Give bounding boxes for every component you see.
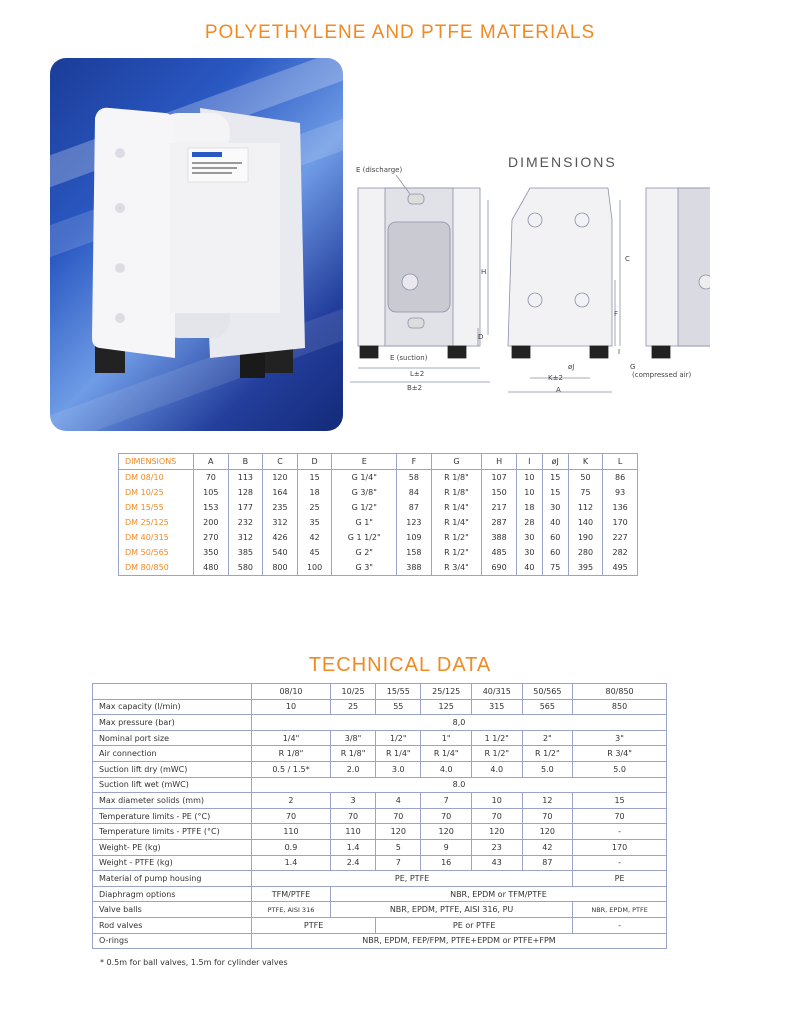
dim-cell: 287 [482, 515, 517, 530]
dim-cell: 60 [542, 530, 568, 545]
dim-cell: 123 [397, 515, 432, 530]
dim-header-cell: B [228, 454, 263, 470]
tech-cell: 4.0 [421, 761, 472, 777]
dim-cell: 350 [194, 545, 229, 560]
label-suction: E (suction) [390, 354, 428, 362]
dim-cell: 426 [263, 530, 298, 545]
tech-cell: 2" [522, 730, 573, 746]
tech-table-row [93, 933, 667, 949]
dim-cell: 112 [568, 500, 603, 515]
tech-table-row [93, 746, 667, 762]
tech-cell: 850 [573, 699, 667, 715]
tech-cell: 120 [471, 824, 522, 840]
tech-row-label: Valve balls [93, 902, 252, 918]
dim-header-cell: G [431, 454, 482, 470]
model-header-cell: 40/315 [471, 684, 522, 700]
dim-cell: G 1/2" [332, 500, 397, 515]
dim-header-cell: A [194, 454, 229, 470]
label-f: F [614, 310, 619, 318]
dim-cell: 580 [228, 560, 263, 576]
page-title: POLYETHYLENE AND PTFE MATERIALS [204, 22, 596, 43]
tech-cell: - [573, 917, 667, 933]
tech-cell: R 1/2" [471, 746, 522, 762]
tech-cell: 2.0 [330, 761, 375, 777]
tech-cell: 25 [330, 699, 375, 715]
tech-table-row [93, 730, 667, 746]
dim-cell: G 2" [332, 545, 397, 560]
dim-cell: 15 [542, 485, 568, 500]
dim-header-cell: K [568, 454, 603, 470]
tech-cell: 170 [573, 839, 667, 855]
tech-row-label: Nominal port size [93, 730, 252, 746]
tech-cell: 8,0 [252, 715, 667, 731]
dim-cell: 109 [397, 530, 432, 545]
tech-cell: 1/2" [376, 730, 421, 746]
tech-cell: 120 [376, 824, 421, 840]
dim-cell: R 1/4" [431, 500, 482, 515]
tech-row-label: Suction lift dry (mWC) [93, 761, 252, 777]
dim-cell: 800 [263, 560, 298, 576]
tech-cell: NBR, EPDM or TFM/PTFE [330, 886, 666, 902]
tech-cell: 1.4 [330, 839, 375, 855]
dim-cell: 28 [516, 515, 542, 530]
technical-data-title: TECHNICAL DATA [308, 654, 492, 676]
tech-cell: 3.0 [376, 761, 421, 777]
tech-table-row [93, 761, 667, 777]
dim-cell: DM 15/55 [119, 500, 194, 515]
dim-header-cell: I [516, 454, 542, 470]
tech-row-label: Max capacity (l/min) [93, 699, 252, 715]
tech-cell: 4.0 [471, 761, 522, 777]
dim-cell: 58 [397, 470, 432, 486]
dim-cell: R 1/2" [431, 545, 482, 560]
tech-row-label: Max diameter solids (mm) [93, 793, 252, 809]
dim-cell: 385 [228, 545, 263, 560]
tech-cell: R 1/8" [252, 746, 331, 762]
dim-cell: R 3/4" [431, 560, 482, 576]
tech-table-row [93, 777, 667, 793]
dim-header-cell: C [263, 454, 298, 470]
tech-cell: 5 [376, 839, 421, 855]
tech-cell: 110 [252, 824, 331, 840]
label-h: H [481, 268, 487, 276]
dim-cell: 388 [397, 560, 432, 576]
dim-cell: 270 [194, 530, 229, 545]
tech-table-row [93, 793, 667, 809]
dim-cell: 280 [568, 545, 603, 560]
dim-header-cell: H [482, 454, 517, 470]
tech-table-row [93, 871, 667, 887]
tech-row-label: Max pressure (bar) [93, 715, 252, 731]
dim-header-cell: D [297, 454, 332, 470]
dim-cell: 10 [516, 470, 542, 486]
dim-table-row [119, 560, 638, 576]
dim-cell: 75 [568, 485, 603, 500]
dim-cell: 50 [568, 470, 603, 486]
tech-cell: 70 [573, 808, 667, 824]
dim-cell: G 3" [332, 560, 397, 576]
dim-cell: 158 [397, 545, 432, 560]
dim-cell: 30 [542, 500, 568, 515]
tech-cell: 1 1/2" [471, 730, 522, 746]
technical-data-table [92, 683, 667, 949]
tech-cell: 10 [252, 699, 331, 715]
dim-cell: 282 [603, 545, 638, 560]
tech-cell: 9 [421, 839, 472, 855]
tech-row-label: Weight- PE (kg) [93, 839, 252, 855]
tech-cell: PTFE, AISI 316 [252, 902, 331, 918]
dim-header-cell: E [332, 454, 397, 470]
tech-cell: R 1/8" [330, 746, 375, 762]
label-l: L±2 [410, 370, 425, 378]
dim-cell: 40 [542, 515, 568, 530]
product-photo [50, 58, 343, 431]
label-b: B±2 [407, 384, 423, 392]
model-header-cell: 10/25 [330, 684, 375, 700]
tech-cell: 7 [376, 855, 421, 871]
tech-cell: 1/4" [252, 730, 331, 746]
dim-cell: 107 [482, 470, 517, 486]
dim-cell: 45 [297, 545, 332, 560]
tech-cell: 15 [573, 793, 667, 809]
tech-cell: 2.4 [330, 855, 375, 871]
dim-cell: 690 [482, 560, 517, 576]
dim-table-row [119, 530, 638, 545]
dim-cell: R 1/4" [431, 515, 482, 530]
label-i: I [618, 348, 621, 356]
dim-cell: 153 [194, 500, 229, 515]
dim-cell: R 1/8" [431, 485, 482, 500]
tech-cell: PTFE [252, 917, 376, 933]
tech-cell: 70 [330, 808, 375, 824]
dim-cell: 395 [568, 560, 603, 576]
tech-cell: 4 [376, 793, 421, 809]
dim-cell: 190 [568, 530, 603, 545]
dim-cell: 10 [516, 485, 542, 500]
dim-table-row [119, 500, 638, 515]
dim-header-cell: DIMENSIONS [119, 454, 194, 470]
dim-cell: DM 40/315 [119, 530, 194, 545]
model-header-cell: 50/565 [522, 684, 573, 700]
dim-cell: 87 [397, 500, 432, 515]
tech-cell: NBR, EPDM, PTFE [573, 902, 667, 918]
dim-cell: 30 [516, 530, 542, 545]
dim-cell: DM 80/850 [119, 560, 194, 576]
dim-cell: 128 [228, 485, 263, 500]
tech-row-label: Weight - PTFE (kg) [93, 855, 252, 871]
tech-cell: PE [573, 871, 667, 887]
tech-cell: 70 [522, 808, 573, 824]
dim-cell: G 1" [332, 515, 397, 530]
tech-cell: 125 [421, 699, 472, 715]
tech-cell: 120 [421, 824, 472, 840]
dim-header-cell: øJ [542, 454, 568, 470]
tech-row-label: O-rings [93, 933, 252, 949]
dim-cell: 540 [263, 545, 298, 560]
tech-table-row [93, 824, 667, 840]
tech-cell: 110 [330, 824, 375, 840]
dim-cell: 217 [482, 500, 517, 515]
dim-cell: G 1/4" [332, 470, 397, 486]
tech-cell: 70 [252, 808, 331, 824]
model-header-cell: 80/850 [573, 684, 667, 700]
tech-cell: 3" [573, 730, 667, 746]
tech-cell: NBR, EPDM, FEP/FPM, PTFE+EPDM or PTFE+FPM [252, 933, 667, 949]
dim-cell: R 1/2" [431, 530, 482, 545]
dim-cell: 200 [194, 515, 229, 530]
dim-cell: 105 [194, 485, 229, 500]
tech-row-label: Temperature limits - PTFE (°C) [93, 824, 252, 840]
tech-cell: 7 [421, 793, 472, 809]
dim-cell: 113 [228, 470, 263, 486]
tech-row-label: Suction lift wet (mWC) [93, 777, 252, 793]
tech-cell: 42 [522, 839, 573, 855]
label-g: G [630, 363, 636, 371]
dim-cell: 177 [228, 500, 263, 515]
dim-cell: DM 25/125 [119, 515, 194, 530]
dim-cell: 136 [603, 500, 638, 515]
tech-table-row [93, 886, 667, 902]
dim-cell: DM 10/25 [119, 485, 194, 500]
label-d: D [478, 333, 484, 341]
dim-table-row [119, 470, 638, 486]
corner-cell [93, 684, 252, 700]
tech-cell: 23 [471, 839, 522, 855]
tech-cell: R 1/4" [421, 746, 472, 762]
dim-cell: 93 [603, 485, 638, 500]
tech-cell: 70 [471, 808, 522, 824]
dim-table-row [119, 485, 638, 500]
dim-cell: 60 [542, 545, 568, 560]
tech-cell: 70 [376, 808, 421, 824]
dimensions-drawing [350, 160, 710, 400]
tech-cell: 3 [330, 793, 375, 809]
dim-table-row [119, 545, 638, 560]
dim-cell: 235 [263, 500, 298, 515]
tech-row-label: Material of pump housing [93, 871, 252, 887]
dim-cell: 15 [542, 470, 568, 486]
tech-cell: 2 [252, 793, 331, 809]
tech-cell: 16 [421, 855, 472, 871]
tech-cell: R 1/2" [522, 746, 573, 762]
tech-row-label: Temperature limits - PE (°C) [93, 808, 252, 824]
tech-cell: 12 [522, 793, 573, 809]
tech-cell: 70 [421, 808, 472, 824]
tech-cell: 1" [421, 730, 472, 746]
label-compressed-air: (compressed air) [632, 371, 692, 379]
tech-cell: 3/8" [330, 730, 375, 746]
tech-table-row [93, 902, 667, 918]
tech-row-label: Rod valves [93, 917, 252, 933]
dim-cell: 18 [297, 485, 332, 500]
model-header-cell: 25/125 [421, 684, 472, 700]
dim-cell: 388 [482, 530, 517, 545]
tech-cell: 5.0 [522, 761, 573, 777]
tech-cell: R 1/4" [376, 746, 421, 762]
dim-cell: DM 08/10 [119, 470, 194, 486]
dim-cell: 86 [603, 470, 638, 486]
tech-cell: 10 [471, 793, 522, 809]
tech-cell: 1.4 [252, 855, 331, 871]
tech-cell: TFM/PTFE [252, 886, 331, 902]
dim-cell: G 3/8" [332, 485, 397, 500]
label-a: A [556, 386, 561, 394]
tech-row-label: Air connection [93, 746, 252, 762]
dim-cell: 150 [482, 485, 517, 500]
dim-cell: 25 [297, 500, 332, 515]
dim-cell: 120 [263, 470, 298, 486]
label-k: K±2 [548, 374, 563, 382]
dim-cell: 232 [228, 515, 263, 530]
dim-cell: 170 [603, 515, 638, 530]
dim-cell: 227 [603, 530, 638, 545]
tech-cell: PE, PTFE [252, 871, 573, 887]
dim-cell: 15 [297, 470, 332, 486]
dim-cell: 30 [516, 545, 542, 560]
footnote: * 0.5m for ball valves, 1.5m for cylinder valves [100, 958, 288, 967]
tech-cell: 0.5 / 1.5* [252, 761, 331, 777]
dim-cell: 312 [263, 515, 298, 530]
model-header-cell: 15/55 [376, 684, 421, 700]
tech-cell: 0.9 [252, 839, 331, 855]
tech-table-row [93, 855, 667, 871]
dim-cell: 18 [516, 500, 542, 515]
tech-cell: NBR, EPDM, PTFE, AISI 316, PU [330, 902, 572, 918]
tech-cell: 43 [471, 855, 522, 871]
dimensions-table [118, 453, 638, 576]
tech-table-row [93, 917, 667, 933]
dimensions-title: DIMENSIONS [508, 154, 617, 170]
dim-cell: 164 [263, 485, 298, 500]
tech-cell: 120 [522, 824, 573, 840]
tech-table-row [93, 715, 667, 731]
label-j: øJ [568, 363, 575, 371]
dim-cell: G 1 1/2" [332, 530, 397, 545]
label-discharge: E (discharge) [356, 166, 403, 174]
tech-cell: 315 [471, 699, 522, 715]
model-header-cell: 08/10 [252, 684, 331, 700]
tech-cell: PE or PTFE [376, 917, 573, 933]
dim-cell: 140 [568, 515, 603, 530]
tech-table-row [93, 808, 667, 824]
dim-cell: 100 [297, 560, 332, 576]
tech-table-row [93, 839, 667, 855]
dim-header-cell: F [397, 454, 432, 470]
dim-table-row [119, 515, 638, 530]
tech-cell: 8.0 [252, 777, 667, 793]
dim-cell: DM 50/565 [119, 545, 194, 560]
dim-cell: 480 [194, 560, 229, 576]
dim-cell: 70 [194, 470, 229, 486]
dim-cell: 84 [397, 485, 432, 500]
dim-cell: 312 [228, 530, 263, 545]
tech-cell: 565 [522, 699, 573, 715]
tech-cell: - [573, 855, 667, 871]
dim-cell: 495 [603, 560, 638, 576]
dim-cell: 35 [297, 515, 332, 530]
tech-row-label: Diaphragm options [93, 886, 252, 902]
dim-cell: 485 [482, 545, 517, 560]
tech-cell: - [573, 824, 667, 840]
tech-cell: 87 [522, 855, 573, 871]
label-c: C [625, 255, 630, 263]
dim-cell: 40 [516, 560, 542, 576]
tech-cell: 5.0 [573, 761, 667, 777]
dim-cell: 42 [297, 530, 332, 545]
dim-cell: 75 [542, 560, 568, 576]
tech-table-row [93, 699, 667, 715]
tech-cell: R 3/4" [573, 746, 667, 762]
dim-cell: R 1/8" [431, 470, 482, 486]
dim-header-cell: L [603, 454, 638, 470]
tech-cell: 55 [376, 699, 421, 715]
